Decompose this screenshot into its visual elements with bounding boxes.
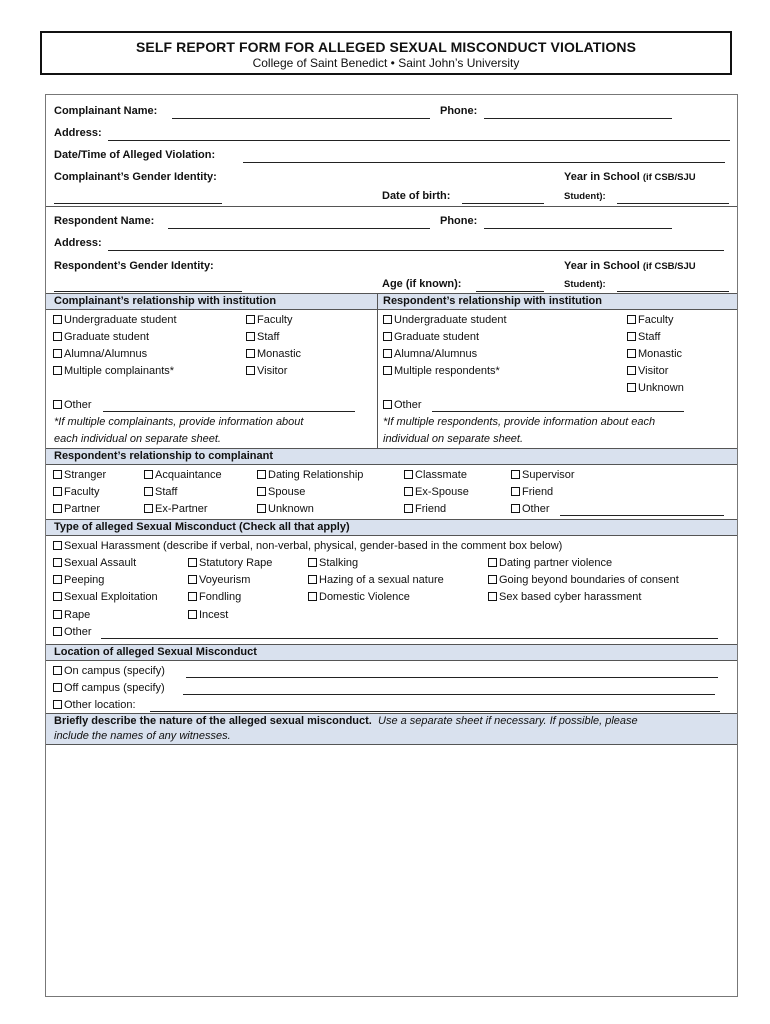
respondent-phone-field[interactable] xyxy=(484,228,672,229)
checkbox-faculty[interactable]: Faculty xyxy=(627,313,673,327)
checkbox-undergraduate[interactable]: Undergraduate student xyxy=(383,313,507,327)
checkbox-other-location[interactable]: Other location: xyxy=(53,698,136,712)
description-heading: Briefly describe the nature of the alleged sexual misconduct. xyxy=(54,715,372,727)
complainant-year-label-2: Student): xyxy=(564,191,606,202)
complainant-note-2: each individual on separate sheet. xyxy=(54,433,221,445)
checkbox-box[interactable] xyxy=(53,700,62,709)
checkbox-box[interactable] xyxy=(511,487,520,496)
checkbox-box[interactable] xyxy=(627,332,636,341)
checkbox-graduate[interactable]: Graduate student xyxy=(53,330,149,344)
checkbox-incest[interactable]: Incest xyxy=(188,608,228,622)
checkbox-hazing[interactable]: Hazing of a sexual nature xyxy=(308,573,444,587)
respondent-other-field[interactable] xyxy=(432,411,684,412)
form-title: SELF REPORT FORM FOR ALLEGED SEXUAL MISCONDUCT VIOLATIONS xyxy=(135,39,637,55)
respondent-year-label-2: Student): xyxy=(564,279,606,290)
checkbox-box[interactable] xyxy=(511,504,520,513)
complainant-address-field[interactable] xyxy=(108,140,730,141)
checkbox-acquaintance[interactable]: Acquaintance xyxy=(144,468,222,482)
checkbox-ex-spouse[interactable]: Ex-Spouse xyxy=(404,485,469,499)
checkbox-visitor[interactable]: Visitor xyxy=(627,364,668,378)
checkbox-assault[interactable]: Sexual Assault xyxy=(53,556,136,570)
respondent-name-label: Respondent Name: xyxy=(54,215,155,227)
checkbox-dating[interactable]: Dating Relationship xyxy=(257,468,363,482)
checkbox-domestic-violence[interactable]: Domestic Violence xyxy=(308,590,410,604)
checkbox-box[interactable] xyxy=(383,315,392,324)
respondent-institution-heading: Respondent’s relationship with institution xyxy=(383,295,602,307)
checkbox-box[interactable] xyxy=(627,349,636,358)
checkbox-ex-partner[interactable]: Ex-Partner xyxy=(144,502,208,516)
checkbox-box[interactable] xyxy=(53,470,62,479)
checkbox-dating-violence[interactable]: Dating partner violence xyxy=(488,556,612,570)
checkbox-box[interactable] xyxy=(144,470,153,479)
checkbox-unknown[interactable]: Unknown xyxy=(627,381,684,395)
divider xyxy=(46,535,737,536)
checkbox-supervisor[interactable]: Supervisor xyxy=(511,468,575,482)
description-instruction: Use a separate sheet if necessary. If possible, please xyxy=(378,715,638,727)
checkbox-box[interactable] xyxy=(383,332,392,341)
relationship-other-field[interactable] xyxy=(560,515,724,516)
checkbox-other[interactable]: Other xyxy=(383,398,422,412)
checkbox-faculty[interactable]: Faculty xyxy=(53,485,99,499)
checkbox-box[interactable] xyxy=(404,504,413,513)
checkbox-rape[interactable]: Rape xyxy=(53,608,90,622)
age-label: Age (if known): xyxy=(382,278,462,290)
respondent-year-label-note: (if CSB/SJU xyxy=(642,261,696,272)
checkbox-box[interactable] xyxy=(53,487,62,496)
other-location-field[interactable] xyxy=(150,711,720,712)
checkbox-partner[interactable]: Partner xyxy=(53,502,100,516)
checkbox-statutory-rape[interactable]: Statutory Rape xyxy=(188,556,272,570)
respondent-year-field[interactable] xyxy=(617,291,729,292)
relationship-heading: Respondent’s relationship to complainant xyxy=(54,450,274,462)
checkbox-alumna[interactable]: Alumna/Alumnus xyxy=(53,347,147,361)
location-heading: Location of alleged Sexual Misconduct xyxy=(54,646,257,658)
checkbox-faculty[interactable]: Faculty xyxy=(246,313,292,327)
checkbox-friend[interactable]: Friend xyxy=(511,485,553,499)
checkbox-box[interactable] xyxy=(246,315,255,324)
checkbox-monastic[interactable]: Monastic xyxy=(627,347,682,361)
on-campus-field[interactable] xyxy=(186,677,718,678)
complainant-gender-field[interactable] xyxy=(54,203,222,204)
complainant-name-field[interactable] xyxy=(172,118,430,119)
checkbox-classmate[interactable]: Classmate xyxy=(404,468,467,482)
misconduct-heading: Type of alleged Sexual Misconduct (Check all that apply) xyxy=(54,521,350,533)
checkbox-cyber-harassment[interactable]: Sex based cyber harassment xyxy=(488,590,641,604)
respondent-gender-field[interactable] xyxy=(54,291,242,292)
checkbox-box[interactable] xyxy=(627,366,636,375)
checkbox-box[interactable] xyxy=(53,666,62,675)
checkbox-other[interactable]: Other xyxy=(53,625,92,639)
checkbox-box[interactable] xyxy=(188,575,197,584)
checkbox-box[interactable] xyxy=(257,487,266,496)
checkbox-multiple-respondents[interactable]: Multiple respondents* xyxy=(383,364,500,378)
checkbox-box[interactable] xyxy=(308,575,317,584)
checkbox-box[interactable] xyxy=(308,592,317,601)
checkbox-fondling[interactable]: Fondling xyxy=(188,590,241,604)
checkbox-box[interactable] xyxy=(53,366,62,375)
divider xyxy=(46,309,737,310)
checkbox-box[interactable] xyxy=(246,366,255,375)
checkbox-peeping[interactable]: Peeping xyxy=(53,573,104,587)
checkbox-unknown[interactable]: Unknown xyxy=(257,502,314,516)
divider xyxy=(46,660,737,661)
off-campus-field[interactable] xyxy=(183,694,715,695)
checkbox-box[interactable] xyxy=(53,504,62,513)
datetime-label: Date/Time of Alleged Violation: xyxy=(54,149,216,161)
checkbox-box[interactable] xyxy=(53,400,62,409)
complainant-year-field[interactable] xyxy=(617,203,729,204)
checkbox-on-campus[interactable]: On campus (specify) xyxy=(53,664,165,678)
checkbox-monastic[interactable]: Monastic xyxy=(246,347,301,361)
dob-field[interactable] xyxy=(462,203,544,204)
complainant-gender-label: Complainant’s Gender Identity: xyxy=(54,171,217,183)
checkbox-box[interactable] xyxy=(488,575,497,584)
complainant-year-label-note: (if CSB/SJU xyxy=(642,172,696,183)
checkbox-box[interactable] xyxy=(188,610,197,619)
complainant-institution-heading: Complainant’s relationship with institution xyxy=(54,295,277,307)
respondent-year-label: Year in School xyxy=(564,260,640,272)
checkbox-box[interactable] xyxy=(257,504,266,513)
form-header xyxy=(40,31,732,75)
checkbox-friend[interactable]: Friend xyxy=(404,502,446,516)
checkbox-consent[interactable]: Going beyond boundaries of consent xyxy=(488,573,679,587)
checkbox-box[interactable] xyxy=(383,400,392,409)
checkbox-staff[interactable]: Staff xyxy=(144,485,177,499)
checkbox-box[interactable] xyxy=(308,558,317,567)
complainant-note: *If multiple complainants, provide information about xyxy=(54,416,304,428)
checkbox-undergraduate[interactable]: Undergraduate student xyxy=(53,313,177,327)
checkbox-box[interactable] xyxy=(144,504,153,513)
checkbox-off-campus[interactable]: Off campus (specify) xyxy=(53,681,165,695)
checkbox-harassment[interactable]: Sexual Harassment (describe if verbal, non-verbal, physical, gender-based in the comment box below) xyxy=(53,539,562,553)
report-form xyxy=(45,94,738,997)
respondent-phone-label: Phone: xyxy=(440,215,478,227)
checkbox-box[interactable] xyxy=(53,610,62,619)
complainant-phone-field[interactable] xyxy=(484,118,672,119)
checkbox-box[interactable] xyxy=(53,558,62,567)
complainant-year-label: Year in School xyxy=(564,171,640,183)
datetime-field[interactable] xyxy=(243,162,725,163)
checkbox-box[interactable] xyxy=(53,349,62,358)
checkbox-box[interactable] xyxy=(53,315,62,324)
checkbox-box[interactable] xyxy=(53,575,62,584)
form-subtitle: College of Saint Benedict • Saint John’s University xyxy=(252,56,520,70)
checkbox-box[interactable] xyxy=(488,558,497,567)
checkbox-box[interactable] xyxy=(53,683,62,692)
checkbox-box[interactable] xyxy=(188,592,197,601)
misconduct-other-field[interactable] xyxy=(101,638,718,639)
respondent-note-2: individual on separate sheet. xyxy=(383,433,524,445)
checkbox-alumna[interactable]: Alumna/Alumnus xyxy=(383,347,477,361)
checkbox-other[interactable]: Other xyxy=(511,502,550,516)
checkbox-multiple-complainants[interactable]: Multiple complainants* xyxy=(53,364,174,378)
checkbox-box[interactable] xyxy=(404,487,413,496)
checkbox-stalking[interactable]: Stalking xyxy=(308,556,358,570)
checkbox-box[interactable] xyxy=(488,592,497,601)
checkbox-box[interactable] xyxy=(53,592,62,601)
respondent-address-label: Address: xyxy=(54,237,102,249)
checkbox-box[interactable] xyxy=(627,315,636,324)
dob-label: Date of birth: xyxy=(382,190,451,202)
checkbox-stranger[interactable]: Stranger xyxy=(53,468,106,482)
checkbox-graduate[interactable]: Graduate student xyxy=(383,330,479,344)
complainant-name-label: Complainant Name: xyxy=(54,105,158,117)
age-field[interactable] xyxy=(476,291,544,292)
checkbox-staff[interactable]: Staff xyxy=(627,330,660,344)
checkbox-box[interactable] xyxy=(188,558,197,567)
checkbox-staff[interactable]: Staff xyxy=(246,330,279,344)
respondent-name-field[interactable] xyxy=(168,228,430,229)
checkbox-box[interactable] xyxy=(53,332,62,341)
checkbox-box[interactable] xyxy=(144,487,153,496)
description-instruction-2: include the names of any witnesses. xyxy=(54,730,231,742)
respondent-note: *If multiple respondents, provide information about each xyxy=(383,416,656,428)
checkbox-exploitation[interactable]: Sexual Exploitation xyxy=(53,590,158,604)
checkbox-box[interactable] xyxy=(404,470,413,479)
respondent-gender-label: Respondent’s Gender Identity: xyxy=(54,260,214,272)
respondent-address-field[interactable] xyxy=(108,250,724,251)
description-textarea[interactable] xyxy=(46,745,737,996)
checkbox-box[interactable] xyxy=(53,627,62,636)
checkbox-box[interactable] xyxy=(246,332,255,341)
checkbox-other[interactable]: Other xyxy=(53,398,92,412)
checkbox-voyeurism[interactable]: Voyeurism xyxy=(188,573,250,587)
complainant-other-field[interactable] xyxy=(103,411,355,412)
checkbox-box[interactable] xyxy=(383,366,392,375)
complainant-address-label: Address: xyxy=(54,127,102,139)
checkbox-spouse[interactable]: Spouse xyxy=(257,485,305,499)
checkbox-box[interactable] xyxy=(627,383,636,392)
checkbox-box[interactable] xyxy=(53,541,62,550)
divider xyxy=(46,464,737,465)
checkbox-box[interactable] xyxy=(257,470,266,479)
checkbox-visitor[interactable]: Visitor xyxy=(246,364,287,378)
checkbox-box[interactable] xyxy=(383,349,392,358)
divider xyxy=(46,206,737,207)
checkbox-box[interactable] xyxy=(511,470,520,479)
complainant-phone-label: Phone: xyxy=(440,105,478,117)
checkbox-box[interactable] xyxy=(246,349,255,358)
column-divider xyxy=(377,293,378,448)
